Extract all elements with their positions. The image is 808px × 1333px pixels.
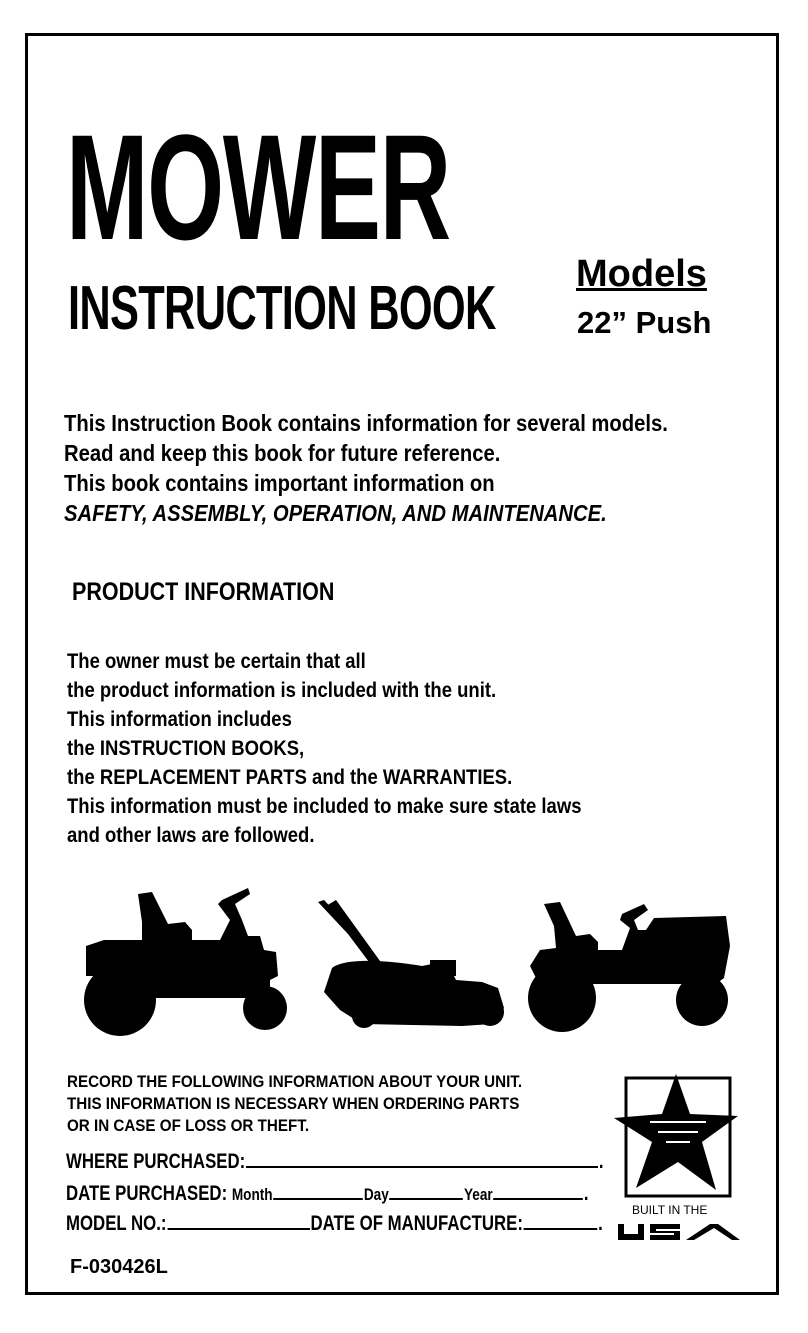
intro-line: Read and keep this book for future reference. xyxy=(64,440,501,466)
manufacture-date-field[interactable] xyxy=(524,1226,598,1230)
month-field[interactable] xyxy=(273,1196,363,1200)
form-code: F-030426L xyxy=(70,1256,168,1278)
product-line: and other laws are followed. xyxy=(67,824,315,847)
record-line: THIS INFORMATION IS NECESSARY WHEN ORDERING PARTS xyxy=(67,1095,520,1113)
intro-line: This book contains important information on xyxy=(64,470,495,496)
usa-letters xyxy=(618,1224,740,1240)
model-row xyxy=(66,1212,603,1236)
product-line: the REPLACEMENT PARTS and the WARRANTIES. xyxy=(67,766,513,789)
record-instructions xyxy=(67,1071,522,1137)
lawn-tractor-icon xyxy=(528,902,730,1032)
day-field[interactable] xyxy=(390,1196,464,1200)
product-line: This information must be included to make sure state laws xyxy=(67,795,582,818)
models-heading: Models xyxy=(576,253,707,295)
riding-mower-icon xyxy=(84,888,287,1036)
models-value: 22” Push xyxy=(577,305,712,340)
where-purchased-row xyxy=(66,1150,603,1174)
product-text xyxy=(67,647,581,850)
mower-illustrations xyxy=(80,880,730,1040)
date-purchased-row xyxy=(66,1182,589,1206)
title: MOWER xyxy=(66,103,450,271)
product-line: The owner must be certain that all xyxy=(67,650,366,673)
product-line: This information includes xyxy=(67,708,292,731)
day-label: Day xyxy=(363,1185,389,1204)
manufacture-date-label: DATE OF MANUFACTURE: xyxy=(310,1212,523,1235)
record-line: RECORD THE FOLLOWING INFORMATION ABOUT YOUR UNIT. xyxy=(67,1073,523,1091)
where-purchased-label: WHERE PURCHASED: xyxy=(66,1150,246,1173)
product-heading: PRODUCT INFORMATION xyxy=(72,578,335,606)
subtitle: INSTRUCTION BOOK xyxy=(68,274,496,343)
model-number-label: MODEL NO.: xyxy=(66,1212,167,1235)
intro-line: This Instruction Book contains information for several models. xyxy=(64,410,668,436)
product-line: the product information is included with the unit. xyxy=(67,679,497,702)
year-label: Year xyxy=(463,1185,493,1204)
record-line: OR IN CASE OF LOSS OR THEFT. xyxy=(67,1117,310,1135)
built-in-usa-logo xyxy=(610,1070,750,1250)
where-purchased-field[interactable] xyxy=(246,1164,598,1168)
line-end-dot: . xyxy=(598,1212,603,1235)
intro-text xyxy=(64,408,668,528)
intro-emphasis: SAFETY, ASSEMBLY, OPERATION, AND MAINTENANCE. xyxy=(64,500,607,526)
built-in-label: BUILT IN THE xyxy=(632,1203,708,1217)
model-number-field[interactable] xyxy=(167,1226,309,1230)
product-line: the INSTRUCTION BOOKS, xyxy=(67,737,305,760)
push-mower-icon xyxy=(318,900,504,1028)
line-end-dot: . xyxy=(598,1150,604,1173)
line-end-dot: . xyxy=(583,1182,589,1205)
date-purchased-label: DATE PURCHASED: xyxy=(66,1182,228,1205)
month-label: Month xyxy=(231,1185,273,1204)
year-field[interactable] xyxy=(494,1196,584,1200)
